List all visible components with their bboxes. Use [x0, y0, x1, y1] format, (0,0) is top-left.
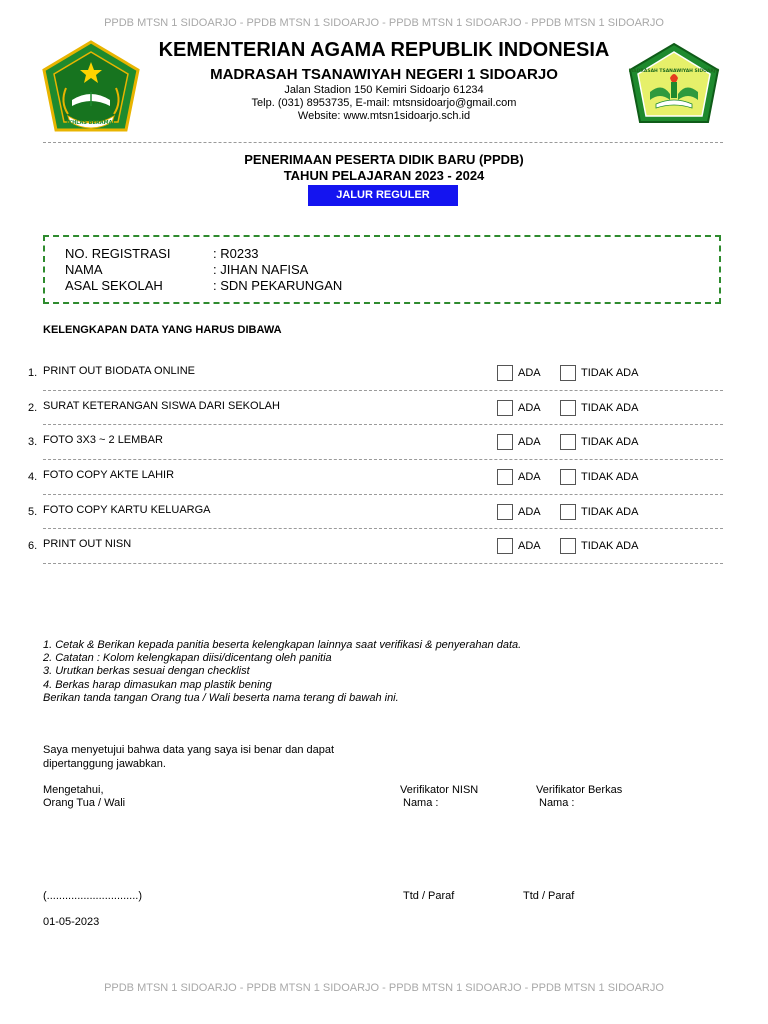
item-label: FOTO COPY KARTU KELUARGA: [43, 504, 211, 516]
note-line: 3. Urutkan berkas sesuai dengan checklist: [43, 665, 250, 677]
mengetahui-label: Mengetahui,: [43, 784, 104, 796]
item-label: SURAT KETERANGAN SISWA DARI SEKOLAH: [43, 400, 280, 412]
print-date: 01-05-2023: [43, 916, 100, 928]
ada-label: ADA: [518, 402, 541, 414]
tidak-ada-checkbox[interactable]: [560, 400, 576, 416]
school-contact: Telp. (031) 8953735, E-mail: mtsnsidoarjo@gmail.com: [251, 97, 517, 109]
ada-checkbox[interactable]: [497, 434, 513, 450]
tidak-ada-checkbox[interactable]: [560, 469, 576, 485]
row-divider: [43, 424, 723, 425]
origin-school-value: : SDN PEKARUNGAN: [213, 278, 343, 293]
ttd-nisn: Ttd / Paraf: [403, 890, 455, 902]
name-value: : JIHAN NAFISA: [213, 262, 309, 277]
form-title: PENERIMAAN PESERTA DIDIK BARU (PPDB): [244, 152, 524, 167]
registration-label: NO. REGISTRASI: [65, 246, 171, 261]
note-line: 1. Cetak & Berikan kepada panitia beserta kelengkapan lainnya saat verifikasi & penyerahan data.: [43, 639, 522, 651]
ada-label: ADA: [518, 540, 541, 552]
tidak-ada-label: TIDAK ADA: [581, 506, 639, 518]
item-number: 3.: [28, 436, 38, 448]
registration-value: : R0233: [213, 246, 259, 261]
ttd-berkas: Ttd / Paraf: [523, 890, 575, 902]
header-divider: [43, 142, 723, 143]
item-label: PRINT OUT NISN: [43, 538, 132, 550]
ada-checkbox[interactable]: [497, 538, 513, 554]
ada-checkbox[interactable]: [497, 400, 513, 416]
verifikator-nisn-label: Verifikator NISN: [400, 784, 479, 796]
tidak-ada-label: TIDAK ADA: [581, 471, 639, 483]
verifikator-berkas-nama: Nama :: [539, 797, 575, 809]
item-number: 4.: [28, 471, 38, 483]
note-line: 4. Berkas harap dimasukan map plastik bening: [43, 679, 272, 691]
kemenag-logo: [38, 40, 144, 136]
item-label: PRINT OUT BIODATA ONLINE: [43, 365, 195, 377]
tidak-ada-checkbox[interactable]: [560, 504, 576, 520]
origin-school-label: ASAL SEKOLAH: [65, 278, 163, 293]
item-number: 6.: [28, 540, 38, 552]
tidak-ada-checkbox[interactable]: [560, 538, 576, 554]
ada-label: ADA: [518, 471, 541, 483]
watermark-bottom: PPDB MTSN 1 SIDOARJO - PPDB MTSN 1 SIDOARJO - PPDB MTSN 1 SIDOARJO - PPDB MTSN 1 SIDOARJO: [104, 982, 664, 994]
school-website: Website: www.mtsn1sidoarjo.sch.id: [297, 110, 471, 122]
ada-label: ADA: [518, 506, 541, 518]
item-number: 5.: [28, 506, 38, 518]
row-divider: [43, 390, 723, 391]
ada-checkbox[interactable]: [497, 365, 513, 381]
tidak-ada-checkbox[interactable]: [560, 365, 576, 381]
row-divider: [43, 459, 723, 460]
agreement-text: Saya menyetujui bahwa data yang saya isi benar dan dapat: [43, 744, 335, 756]
row-divider: [43, 528, 723, 529]
verifikator-nisn-nama: Nama :: [403, 797, 439, 809]
agreement-text: dipertanggung jawabkan.: [43, 758, 166, 770]
name-label: NAMA: [65, 262, 103, 277]
tidak-ada-label: TIDAK ADA: [581, 367, 639, 379]
ada-label: ADA: [518, 436, 541, 448]
watermark-top: PPDB MTSN 1 SIDOARJO - PPDB MTSN 1 SIDOARJO - PPDB MTSN 1 SIDOARJO - PPDB MTSN 1 SIDOARJO: [104, 17, 664, 29]
ministry-title: KEMENTERIAN AGAMA REPUBLIK INDONESIA: [158, 39, 610, 61]
madrasah-logo: [626, 42, 732, 138]
tidak-ada-label: TIDAK ADA: [581, 436, 639, 448]
row-divider: [43, 563, 723, 564]
note-line: 2. Catatan : Kolom kelengkapan diisi/dicentang oleh panitia: [43, 652, 332, 664]
tidak-ada-label: TIDAK ADA: [581, 540, 639, 552]
verifikator-berkas-label: Verifikator Berkas: [536, 784, 623, 796]
school-address: Jalan Stadion 150 Kemiri Sidoarjo 61234: [284, 84, 484, 96]
svg-text:MADRASAH TSANAWIYAH SIDOARJO: MADRASAH TSANAWIYAH SIDOARJO: [628, 69, 720, 74]
academic-year: TAHUN PELAJARAN 2023 - 2024: [283, 168, 485, 183]
tidak-ada-label: TIDAK ADA: [581, 402, 639, 414]
tidak-ada-checkbox[interactable]: [560, 434, 576, 450]
ada-checkbox[interactable]: [497, 469, 513, 485]
note-line: Berikan tanda tangan Orang tua / Wali beserta nama terang di bawah ini.: [43, 692, 399, 704]
school-name: MADRASAH TSANAWIYAH NEGERI 1 SIDOARJO: [210, 66, 558, 83]
ada-checkbox[interactable]: [497, 504, 513, 520]
item-number: 2.: [28, 402, 38, 414]
row-divider: [43, 494, 723, 495]
item-label: FOTO 3X3 ~ 2 LEMBAR: [43, 434, 163, 446]
item-number: 1.: [28, 367, 38, 379]
checklist-title: KELENGKAPAN DATA YANG HARUS DIBAWA: [43, 324, 282, 336]
item-label: FOTO COPY AKTE LAHIR: [43, 469, 175, 481]
jalur-badge: JALUR REGULER: [308, 185, 458, 206]
ada-label: ADA: [518, 367, 541, 379]
svg-text:IKHLAS BERAMAL: IKHLAS BERAMAL: [66, 120, 116, 126]
wali-label: Orang Tua / Wali: [43, 797, 126, 809]
wali-signature-blank: (..............................): [43, 890, 143, 902]
